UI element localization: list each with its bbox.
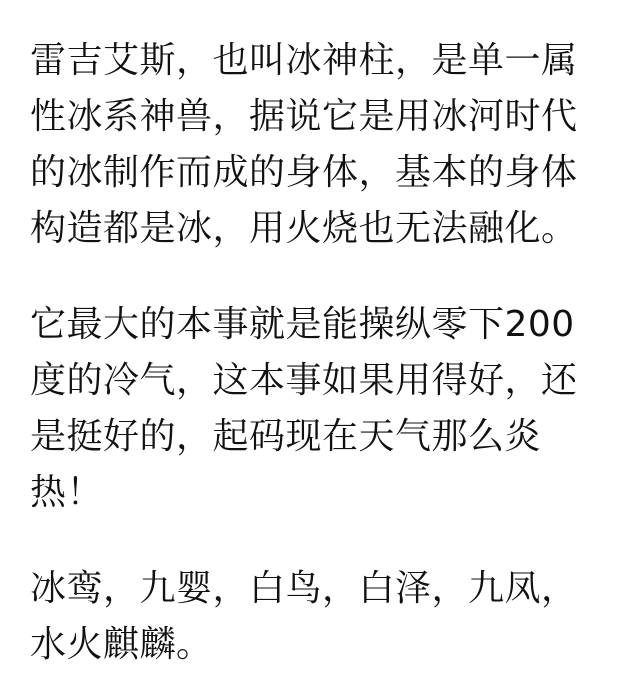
text-line: 构造都是冰，用火烧也无法融化。 xyxy=(30,208,578,249)
text-line: 冰鸾，九婴，白鸟，白泽，九凤， xyxy=(30,568,578,609)
text-line: 水火麒麟。 xyxy=(30,624,213,665)
text-line: 度的冷气，这本事如果用得好，还 xyxy=(30,360,578,401)
text-line: 是挺好的，起码现在天气那么炎 xyxy=(30,416,542,457)
text-line: 雷吉艾斯，也叫冰神柱，是单一属 xyxy=(30,40,578,81)
text-line: 的冰制作而成的身体，基本的身体 xyxy=(30,152,578,193)
paragraph-1 xyxy=(30,33,620,257)
text-line: 性冰系神兽，据说它是用冰河时代 xyxy=(30,96,578,137)
text-line: 热！ xyxy=(30,472,104,513)
paragraph-3 xyxy=(30,561,620,673)
text-line: 它最大的本事就是能操纵零下200 xyxy=(30,304,575,345)
paragraph-2 xyxy=(30,297,620,521)
